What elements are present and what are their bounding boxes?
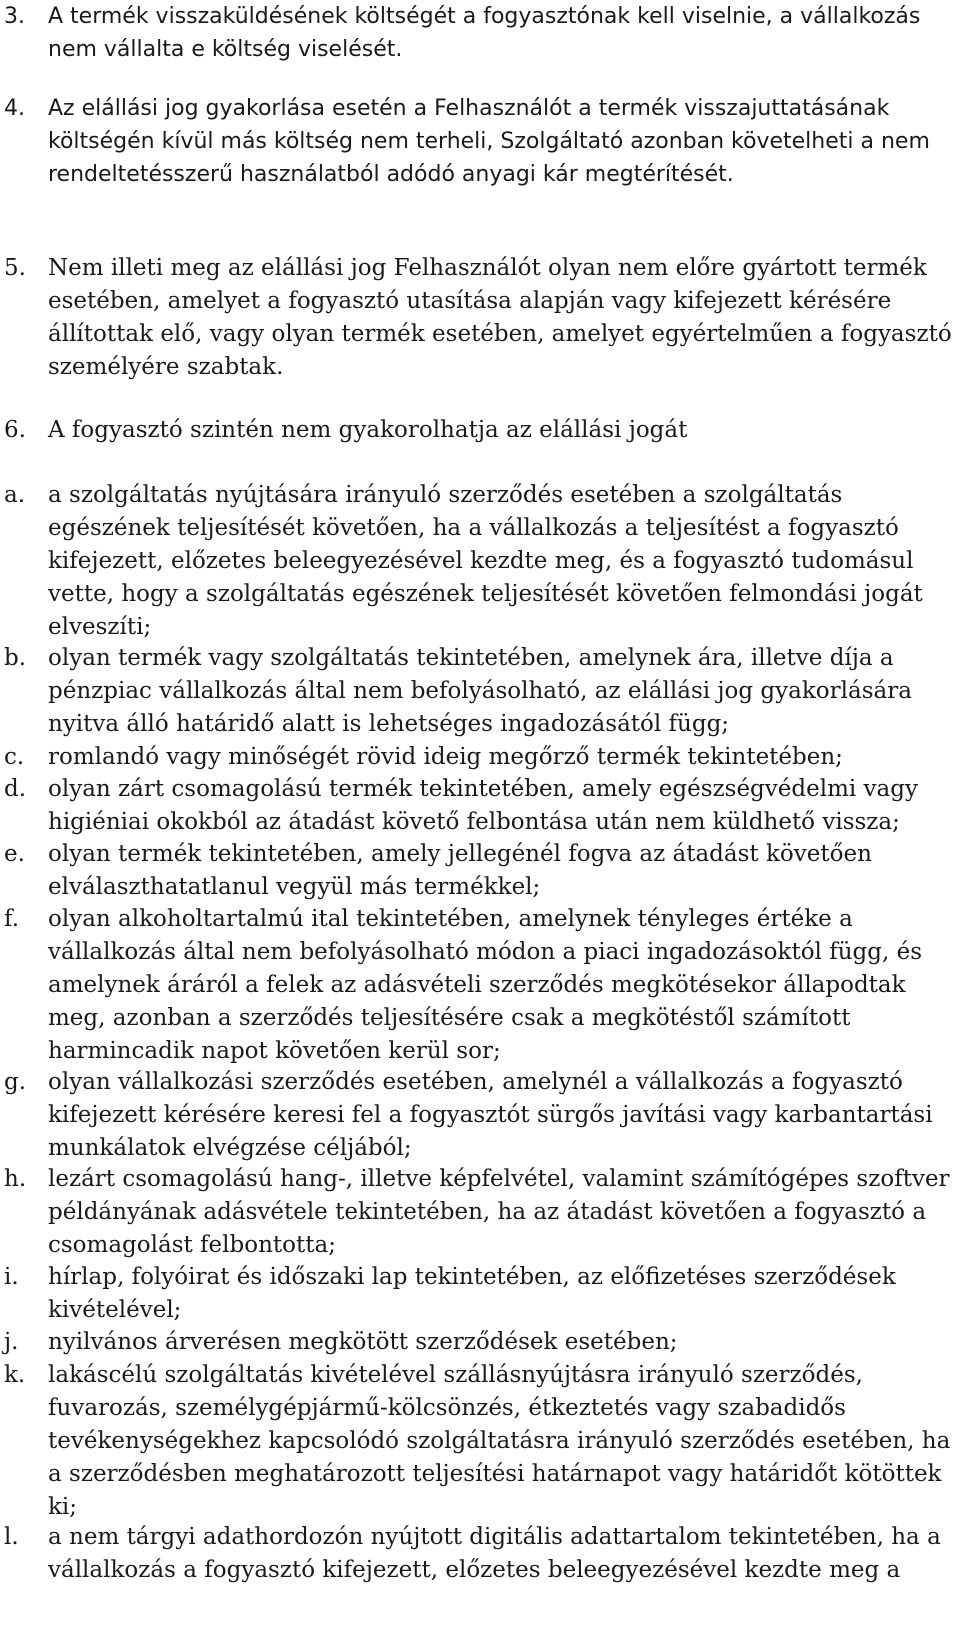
section-3 bbox=[0, 0, 960, 66]
section-text: A termék visszaküldésének költségét a fogyasztónak kell viselnie, a vállalkozás nem vállalta e költség viselését. bbox=[48, 4, 921, 62]
list-text: romlandó vagy minőségét rövid ideig megőrző termék tekintetében; bbox=[48, 744, 843, 770]
list-item-a bbox=[0, 479, 960, 644]
list-letter: d. bbox=[4, 776, 27, 802]
list-letter: f. bbox=[4, 906, 20, 932]
list-letter: b. bbox=[4, 645, 27, 671]
list-letter: g. bbox=[4, 1069, 27, 1095]
list-text: hírlap, folyóirat és időszaki lap tekintetében, az előfizetéses szerződések kivételével; bbox=[48, 1264, 896, 1323]
section-number: 6. bbox=[4, 417, 26, 443]
list-item-e bbox=[0, 838, 960, 904]
list-letter: h. bbox=[4, 1166, 27, 1192]
list-letter: i. bbox=[4, 1264, 19, 1290]
section-4 bbox=[0, 92, 960, 191]
section-number: 3. bbox=[4, 4, 25, 29]
list-text: olyan alkoholtartalmú ital tekintetében, amelynek tényleges értéke a vállalkozás által nem befolyásolható módon a piaci ingadozásoktól függ, és amelynek áráról a felek az adásvételi szerződés megkötésekor állapodtak meg, azonban a szerződés teljesítésére csak a megkötéstől számított harmincadik napot követően kerül sor; bbox=[48, 906, 923, 1064]
list-item-i bbox=[0, 1261, 960, 1327]
list-letter: a. bbox=[4, 482, 26, 508]
list-item-c bbox=[0, 741, 960, 774]
list-text: lezárt csomagolású hang-, illetve képfelvétel, valamint számítógépes szoftver példányának adásvétele tekintetében, ha az átadást követően a fogyasztó a csomagolást felbontotta; bbox=[48, 1166, 950, 1258]
section-number: 4. bbox=[4, 96, 25, 121]
list-letter: e. bbox=[4, 841, 25, 867]
list-letter: c. bbox=[4, 744, 25, 770]
list-item-j bbox=[0, 1326, 960, 1359]
list-text: nyilvános árverésen megkötött szerződések esetében; bbox=[48, 1329, 678, 1355]
list-text: lakáscélú szolgáltatás kivételével szállásnyújtásra irányuló szerződés, fuvarozás, személygépjármű-kölcsönzés, étkeztetés vagy szabadidős tevékenységekhez kapcsolódó szolgáltatásra irányuló szerződés esetében, ha a szerződésben meghatározott teljesítési határnapot vagy határidőt kötöttek ki; bbox=[48, 1362, 951, 1520]
list-text: olyan termék tekintetében, amely jellegénél fogva az átadást követően elválaszthatatlanul vegyül más termékkel; bbox=[48, 841, 872, 900]
list-item-h bbox=[0, 1163, 960, 1262]
list-item-k bbox=[0, 1359, 960, 1524]
section-text: Az elállási jog gyakorlása esetén a Felhasználót a termék visszajuttatásának költségén kívül más költség nem terheli, Szolgáltató azonban követelheti a nem rendeltetésszerű használatból adódó anyagi kár megtérítését. bbox=[48, 96, 930, 187]
list-item-b bbox=[0, 642, 960, 741]
list-item-f bbox=[0, 903, 960, 1068]
list-text: olyan zárt csomagolású termék tekintetében, amely egészségvédelmi vagy higiéniai okokból az átadást követő felbontása után nem küldhető vissza; bbox=[48, 776, 918, 835]
list-text: olyan vállalkozási szerződés esetében, amelynél a vállalkozás a fogyasztó kifejezett kérésére keresi fel a fogyasztót sürgős javítási vagy karbantartási munkálatok elvégzése céljából; bbox=[48, 1069, 933, 1161]
section-5 bbox=[0, 252, 960, 384]
section-text: A fogyasztó szintén nem gyakorolhatja az elállási jogát bbox=[48, 417, 688, 443]
list-text: olyan termék vagy szolgáltatás tekintetében, amelynek ára, illetve díja a pénzpiac vállalkozás által nem befolyásolható, az elállási jog gyakorlására nyitva álló határidő alatt is lehetséges ingadozásától függ; bbox=[48, 645, 912, 737]
list-item-g bbox=[0, 1066, 960, 1165]
list-letter: l. bbox=[4, 1524, 19, 1550]
section-text: Nem illeti meg az elállási jog Felhasználót olyan nem előre gyártott termék esetében, amelyet a fogyasztó utasítása alapján vagy kifejezett kérésére állítottak elő, vagy olyan termék esetében, amelyet egyértelműen a fogyasztó személyére szabtak. bbox=[48, 255, 952, 380]
list-letter: k. bbox=[4, 1362, 26, 1388]
list-text: a nem tárgyi adathordozón nyújtott digitális adattartalom tekintetében, ha a vállalkozás a fogyasztó kifejezett, előzetes beleegyezésével kezdte meg a bbox=[48, 1524, 941, 1583]
section-6 bbox=[0, 414, 960, 447]
section-number: 5. bbox=[4, 255, 26, 281]
list-letter: j. bbox=[4, 1329, 19, 1355]
list-item-d bbox=[0, 773, 960, 839]
list-item-l bbox=[0, 1521, 960, 1587]
list-text: a szolgáltatás nyújtására irányuló szerződés esetében a szolgáltatás egészének teljesítését követően, ha a vállalkozás a teljesítést a fogyasztó kifejezett, előzetes beleegyezésével kezdte meg, és a fogyasztó tudomásul vette, hogy a szolgáltatás egészének teljesítését követően felmondási jogát elveszíti; bbox=[48, 482, 923, 640]
